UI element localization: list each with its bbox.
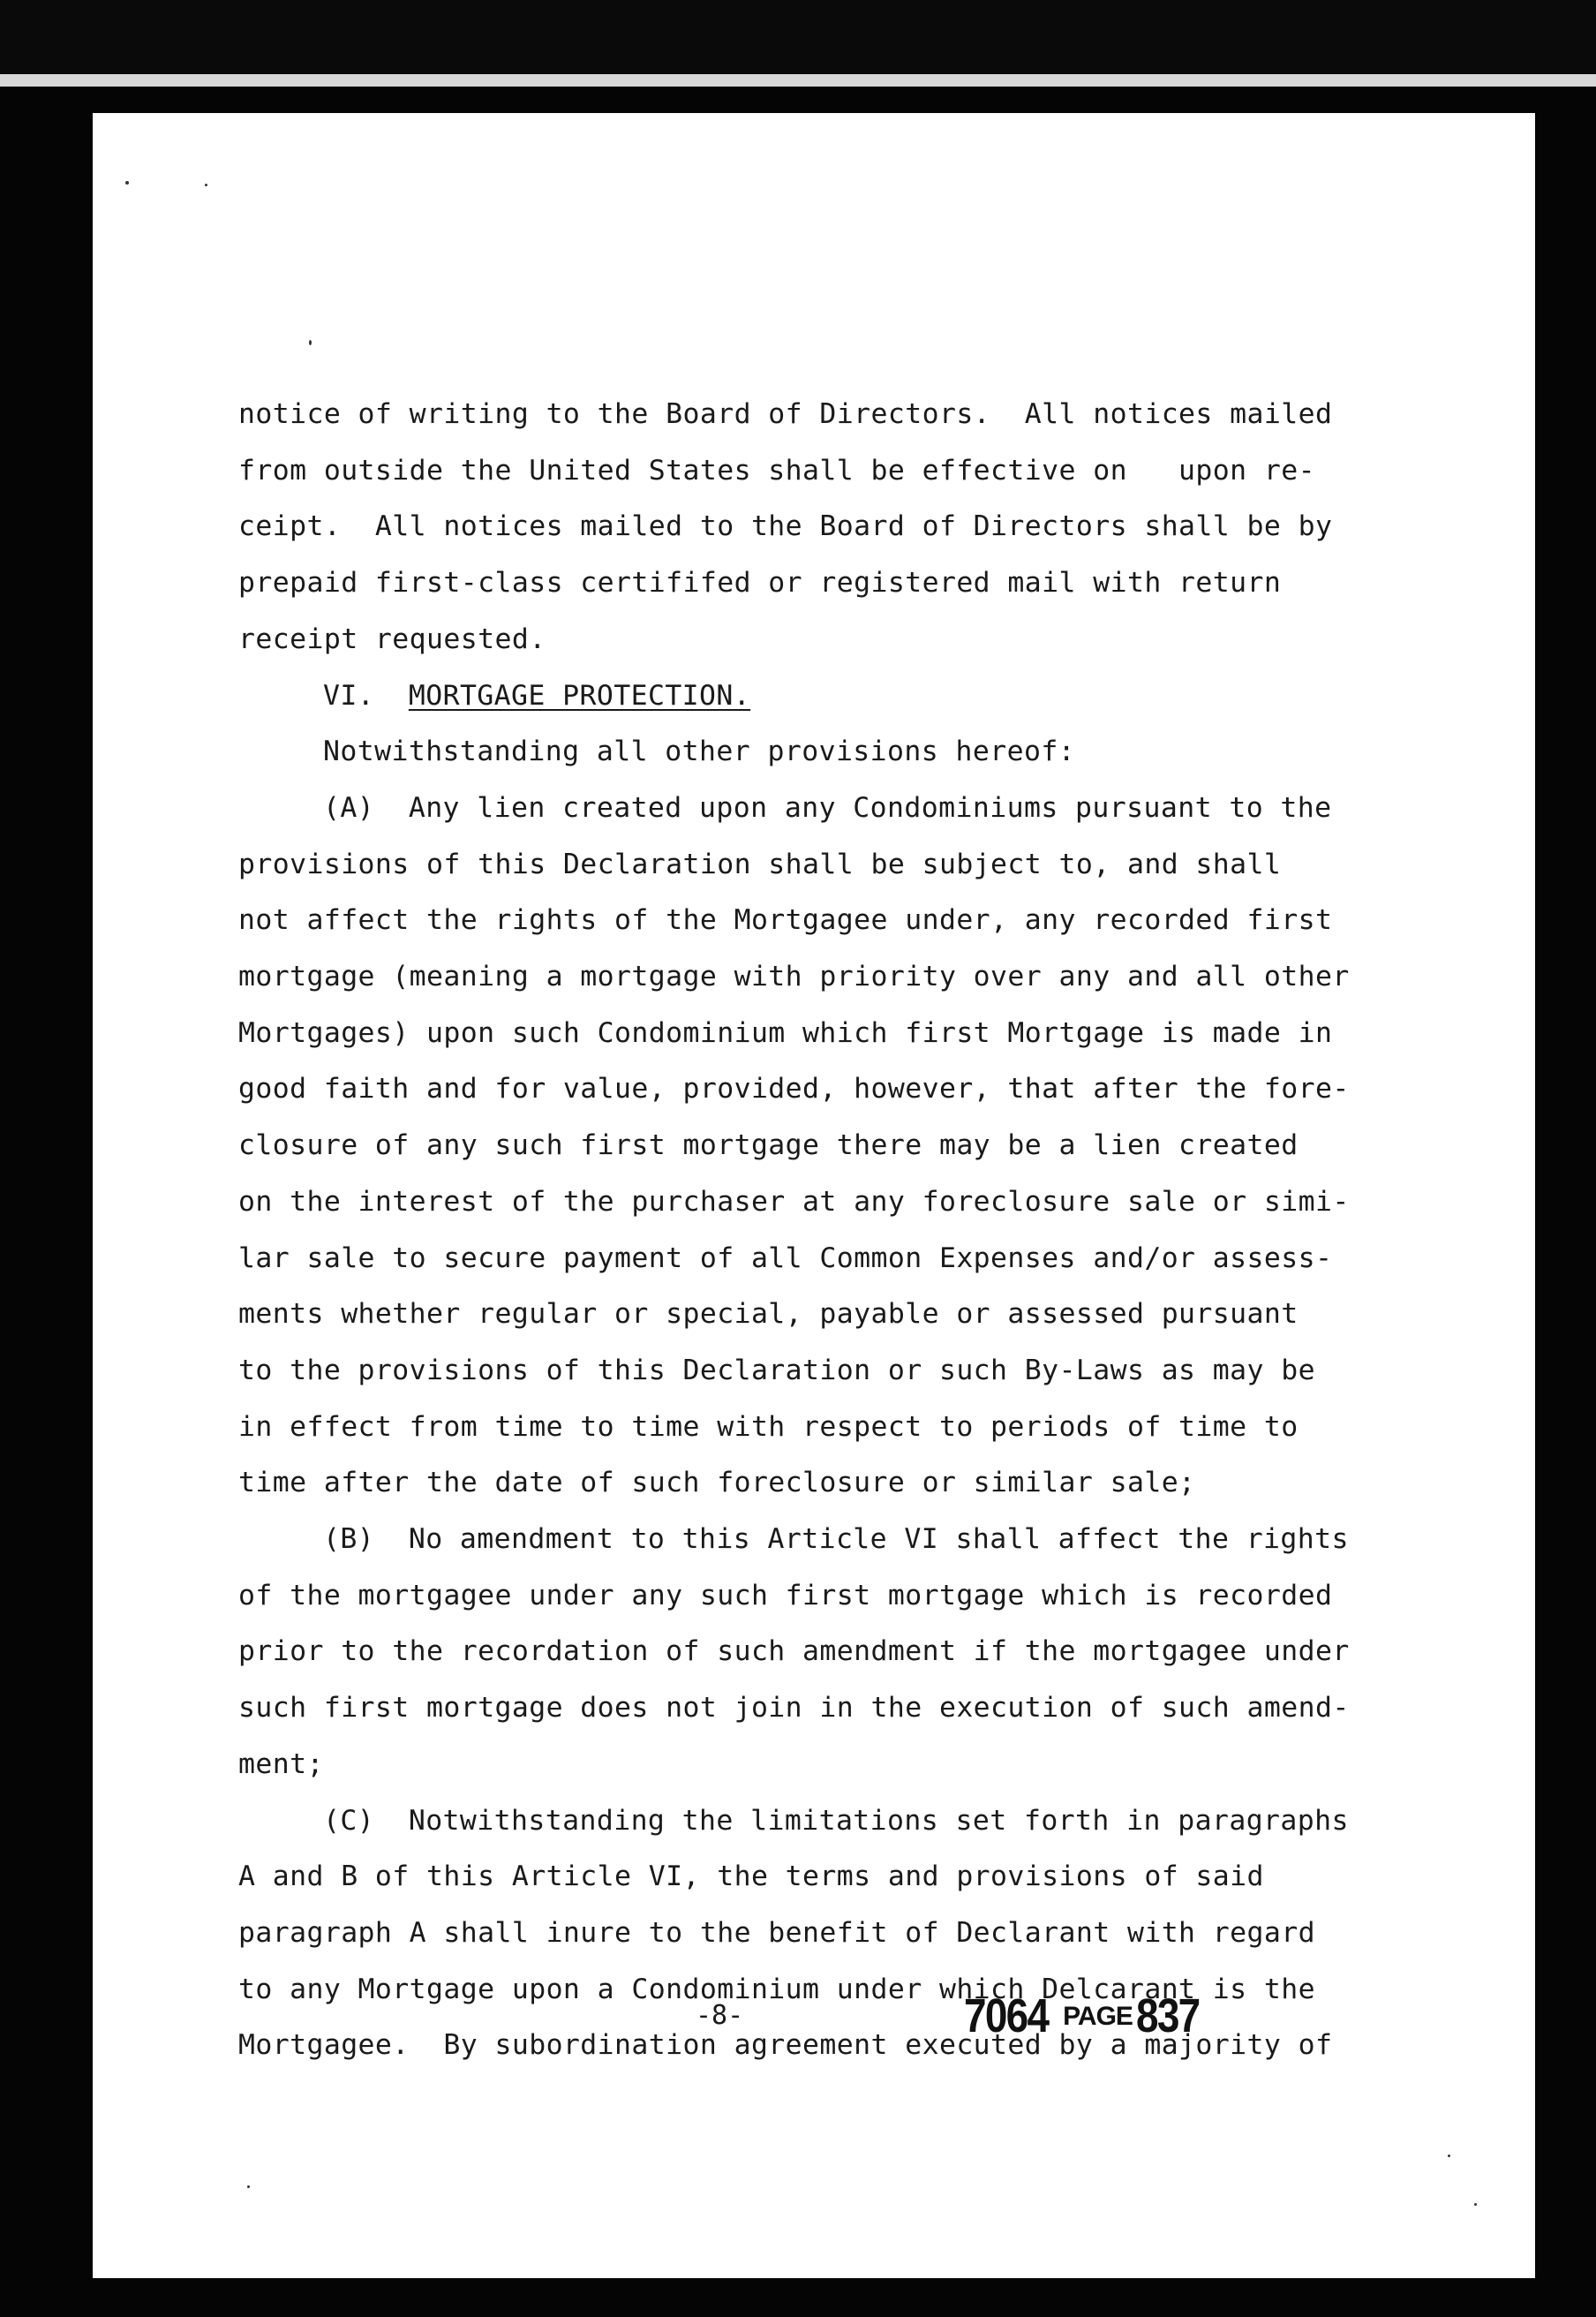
paragraph-c-line: Mortgagee. By subordination agreement executed by a majority of [238,2029,1333,2062]
section-title: MORTGAGE PROTECTION. [408,679,751,712]
paragraph-a-line: not affect the rights of the Mortgagee under, any recorded first [238,904,1333,937]
paragraph-a-line: on the interest of the purchaser at any foreclosure sale or simi- [238,1185,1350,1218]
scan-speck [309,340,312,345]
text-line: from outside the United States shall be effective on upon re- [238,454,1315,487]
paragraph-b-line: ment; [238,1747,324,1780]
text-line: receipt requested. [238,623,546,655]
paragraph-c-line: paragraph A shall inure to the benefit of Declarant with regard [238,1916,1315,1949]
paragraph-b-line: such first mortgage does not join in the execution of such amend- [238,1692,1350,1725]
paragraph-a-line: to the provisions of this Declaration or such By-Laws as may be [238,1354,1315,1386]
scan-speck [247,2185,250,2188]
paragraph-a-line: provisions of this Declaration shall be subject to, and shall [238,848,1282,880]
paragraph-a-line: (A) Any lien created upon any Condominiums pursuant to the [323,791,1332,824]
section-number: VI. [323,679,375,712]
document-body [238,387,1439,2074]
paragraph-b-line: of the mortgagee under any such first mortgage which is recorded [238,1579,1333,1611]
paragraph-a-line: mortgage (meaning a mortgage with priority over any and all other [238,961,1350,993]
paragraph-a-line: lar sale to secure payment of all Common Expenses and/or assess- [238,1242,1333,1274]
scan-edge-line [0,74,1596,87]
page-number: -8- [696,2000,744,2031]
scan-speck [205,184,207,186]
paragraph-a-line: good faith and for value, provided, however, that after the fore- [238,1073,1350,1106]
scan-top-border [0,0,1596,88]
section-heading [238,668,1439,725]
paragraph-c-line: (C) Notwithstanding the limitations set forth in paragraphs [323,1804,1349,1837]
paragraph-b-line: (B) No amendment to this Article VI shall affect the rights [323,1523,1349,1556]
text-line: ceipt. All notices mailed to the Board of Directors shall be by [238,510,1333,543]
text-line: notice of writing to the Board of Directors. All notices mailed [238,398,1333,430]
paragraph-a-line: closure of any such first mortgage there may be a lien created [238,1129,1299,1162]
paragraph-a-line: time after the date of such foreclosure or similar sale; [238,1467,1196,1499]
paragraph-c-line: A and B of this Article VI, the terms and provisions of said [238,1860,1264,1893]
text-line: prepaid first-class certififed or registered mail with return [238,567,1282,600]
scan-speck [125,181,129,185]
section-intro: Notwithstanding all other provisions hereof: [323,736,1076,768]
paragraph-a-line: ments whether regular or special, payable or assessed pursuant [238,1298,1299,1331]
scan-speck [1474,2203,1477,2206]
paragraph-a-line: in effect from time to time with respect to periods of time to [238,1410,1299,1443]
book-number: 7064 [964,1989,1049,2042]
book-page-number: 837 [1136,1989,1200,2042]
scan-speck [1448,2155,1450,2157]
paragraph-b-line: prior to the recordation of such amendment if the mortgagee under [238,1635,1350,1668]
book-page-stamp [964,1989,1211,2043]
paragraph-c-line: to any Mortgage upon a Condominium under which Delcarant is the [238,1973,1315,2005]
paragraph-a-line: Mortgages) upon such Condominium which first Mortgage is made in [238,1016,1333,1049]
page-label: PAGE [1063,2002,1133,2031]
